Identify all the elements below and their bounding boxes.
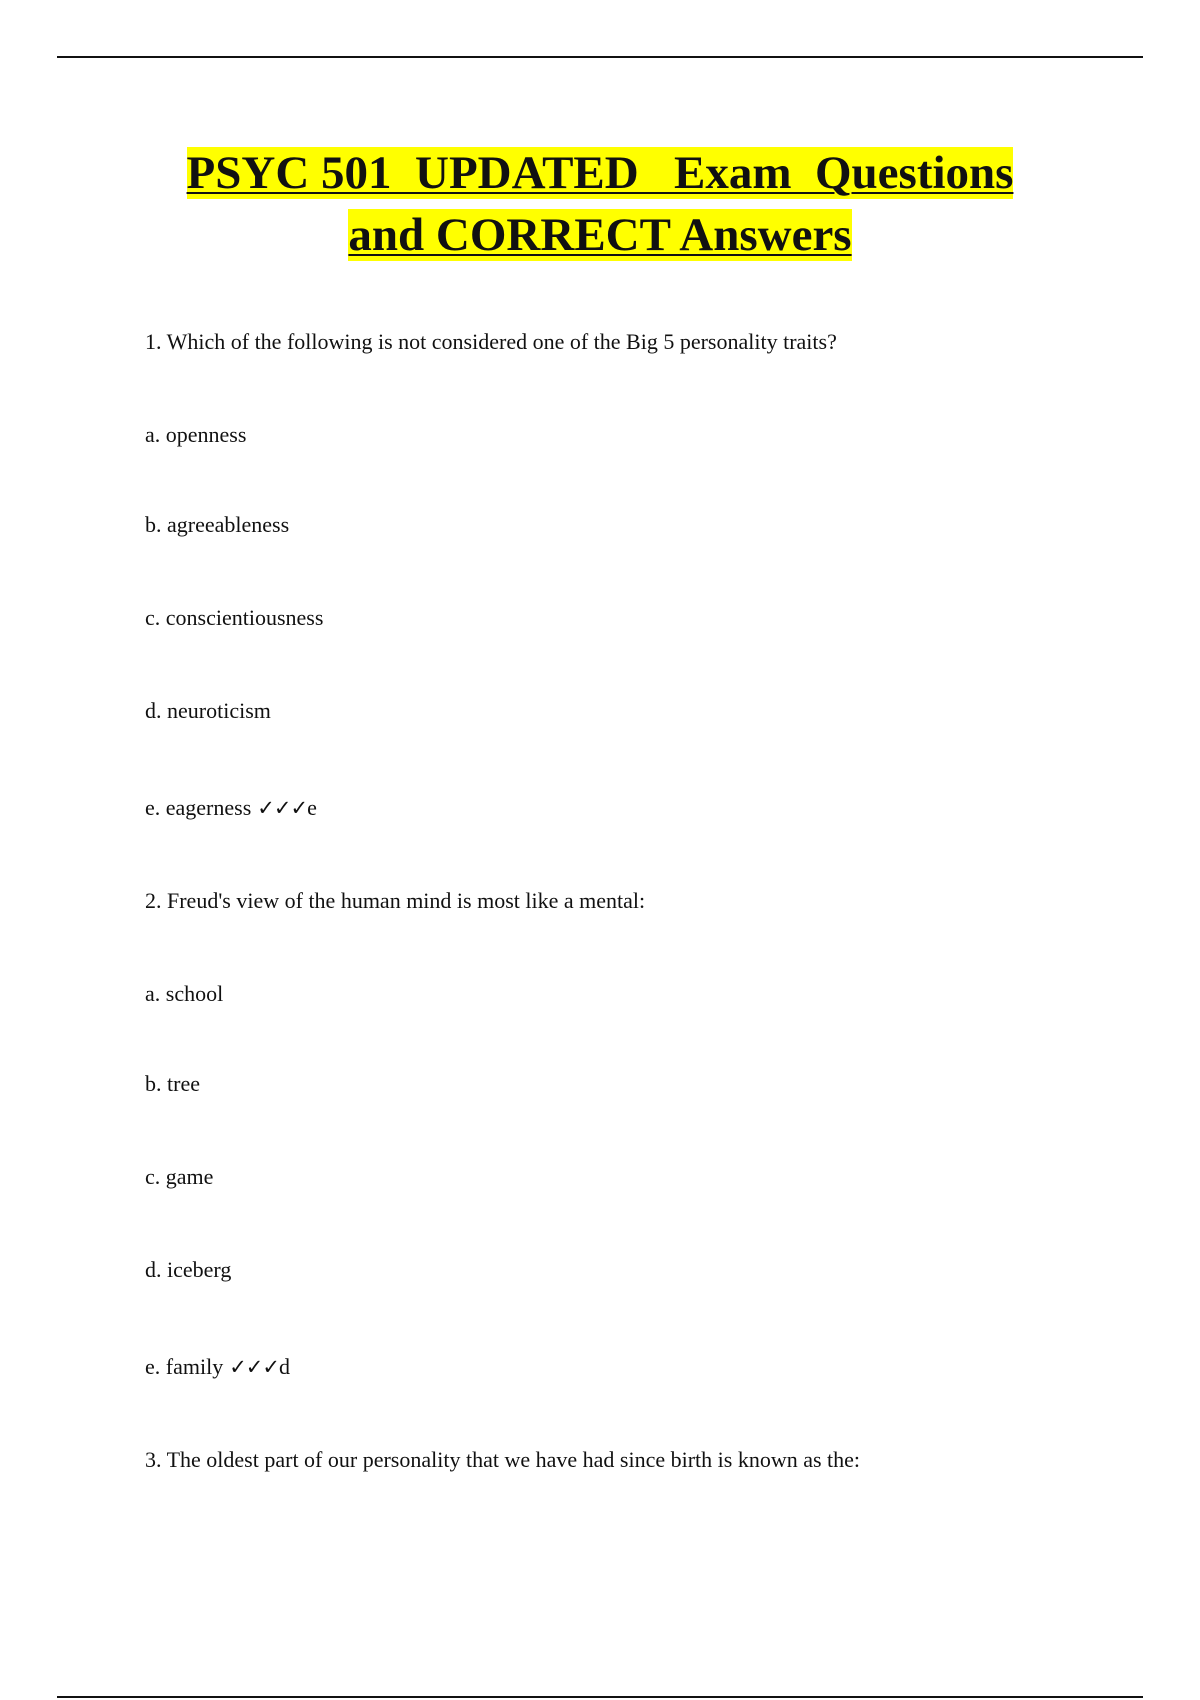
question-1-prompt: 1. Which of the following is not considered one of the Big 5 personality traits? <box>145 329 837 354</box>
question-1-option-d: d. neuroticism <box>145 698 271 723</box>
question-1-option-c: c. conscientiousness <box>145 605 324 630</box>
question-1-option-e: e. eagerness <box>145 795 252 820</box>
correct-checkmarks-icon: ✓✓✓ <box>257 796 308 820</box>
question-1-answer: e <box>307 795 317 820</box>
question-1-option-a: a. openness <box>145 422 247 447</box>
question-2-option-b: b. tree <box>145 1071 200 1096</box>
footer-rule <box>57 1696 1143 1698</box>
correct-checkmarks-icon: ✓✓✓ <box>229 1355 279 1379</box>
page-title <box>0 142 1200 266</box>
question-2-option-e-row <box>145 1353 290 1381</box>
question-2-option-d: d. iceberg <box>145 1257 232 1282</box>
question-3-prompt: 3. The oldest part of our personality that we have had since birth is known as the: <box>145 1447 861 1472</box>
question-2-answer: d <box>279 1354 290 1379</box>
header-rule <box>57 56 1143 58</box>
question-2-prompt: 2. Freud's view of the human mind is most like a mental: <box>145 888 646 913</box>
question-2-option-c: c. game <box>145 1164 214 1189</box>
title-line-2: and CORRECT Answers <box>348 209 852 261</box>
question-2-option-e: e. family <box>145 1354 224 1379</box>
question-1-option-b: b. agreeableness <box>145 512 290 537</box>
question-2-option-a: a. school <box>145 981 224 1006</box>
title-line-1: PSYC 501 UPDATED Exam Questions <box>186 147 1014 199</box>
question-1-option-e-row <box>145 794 317 822</box>
